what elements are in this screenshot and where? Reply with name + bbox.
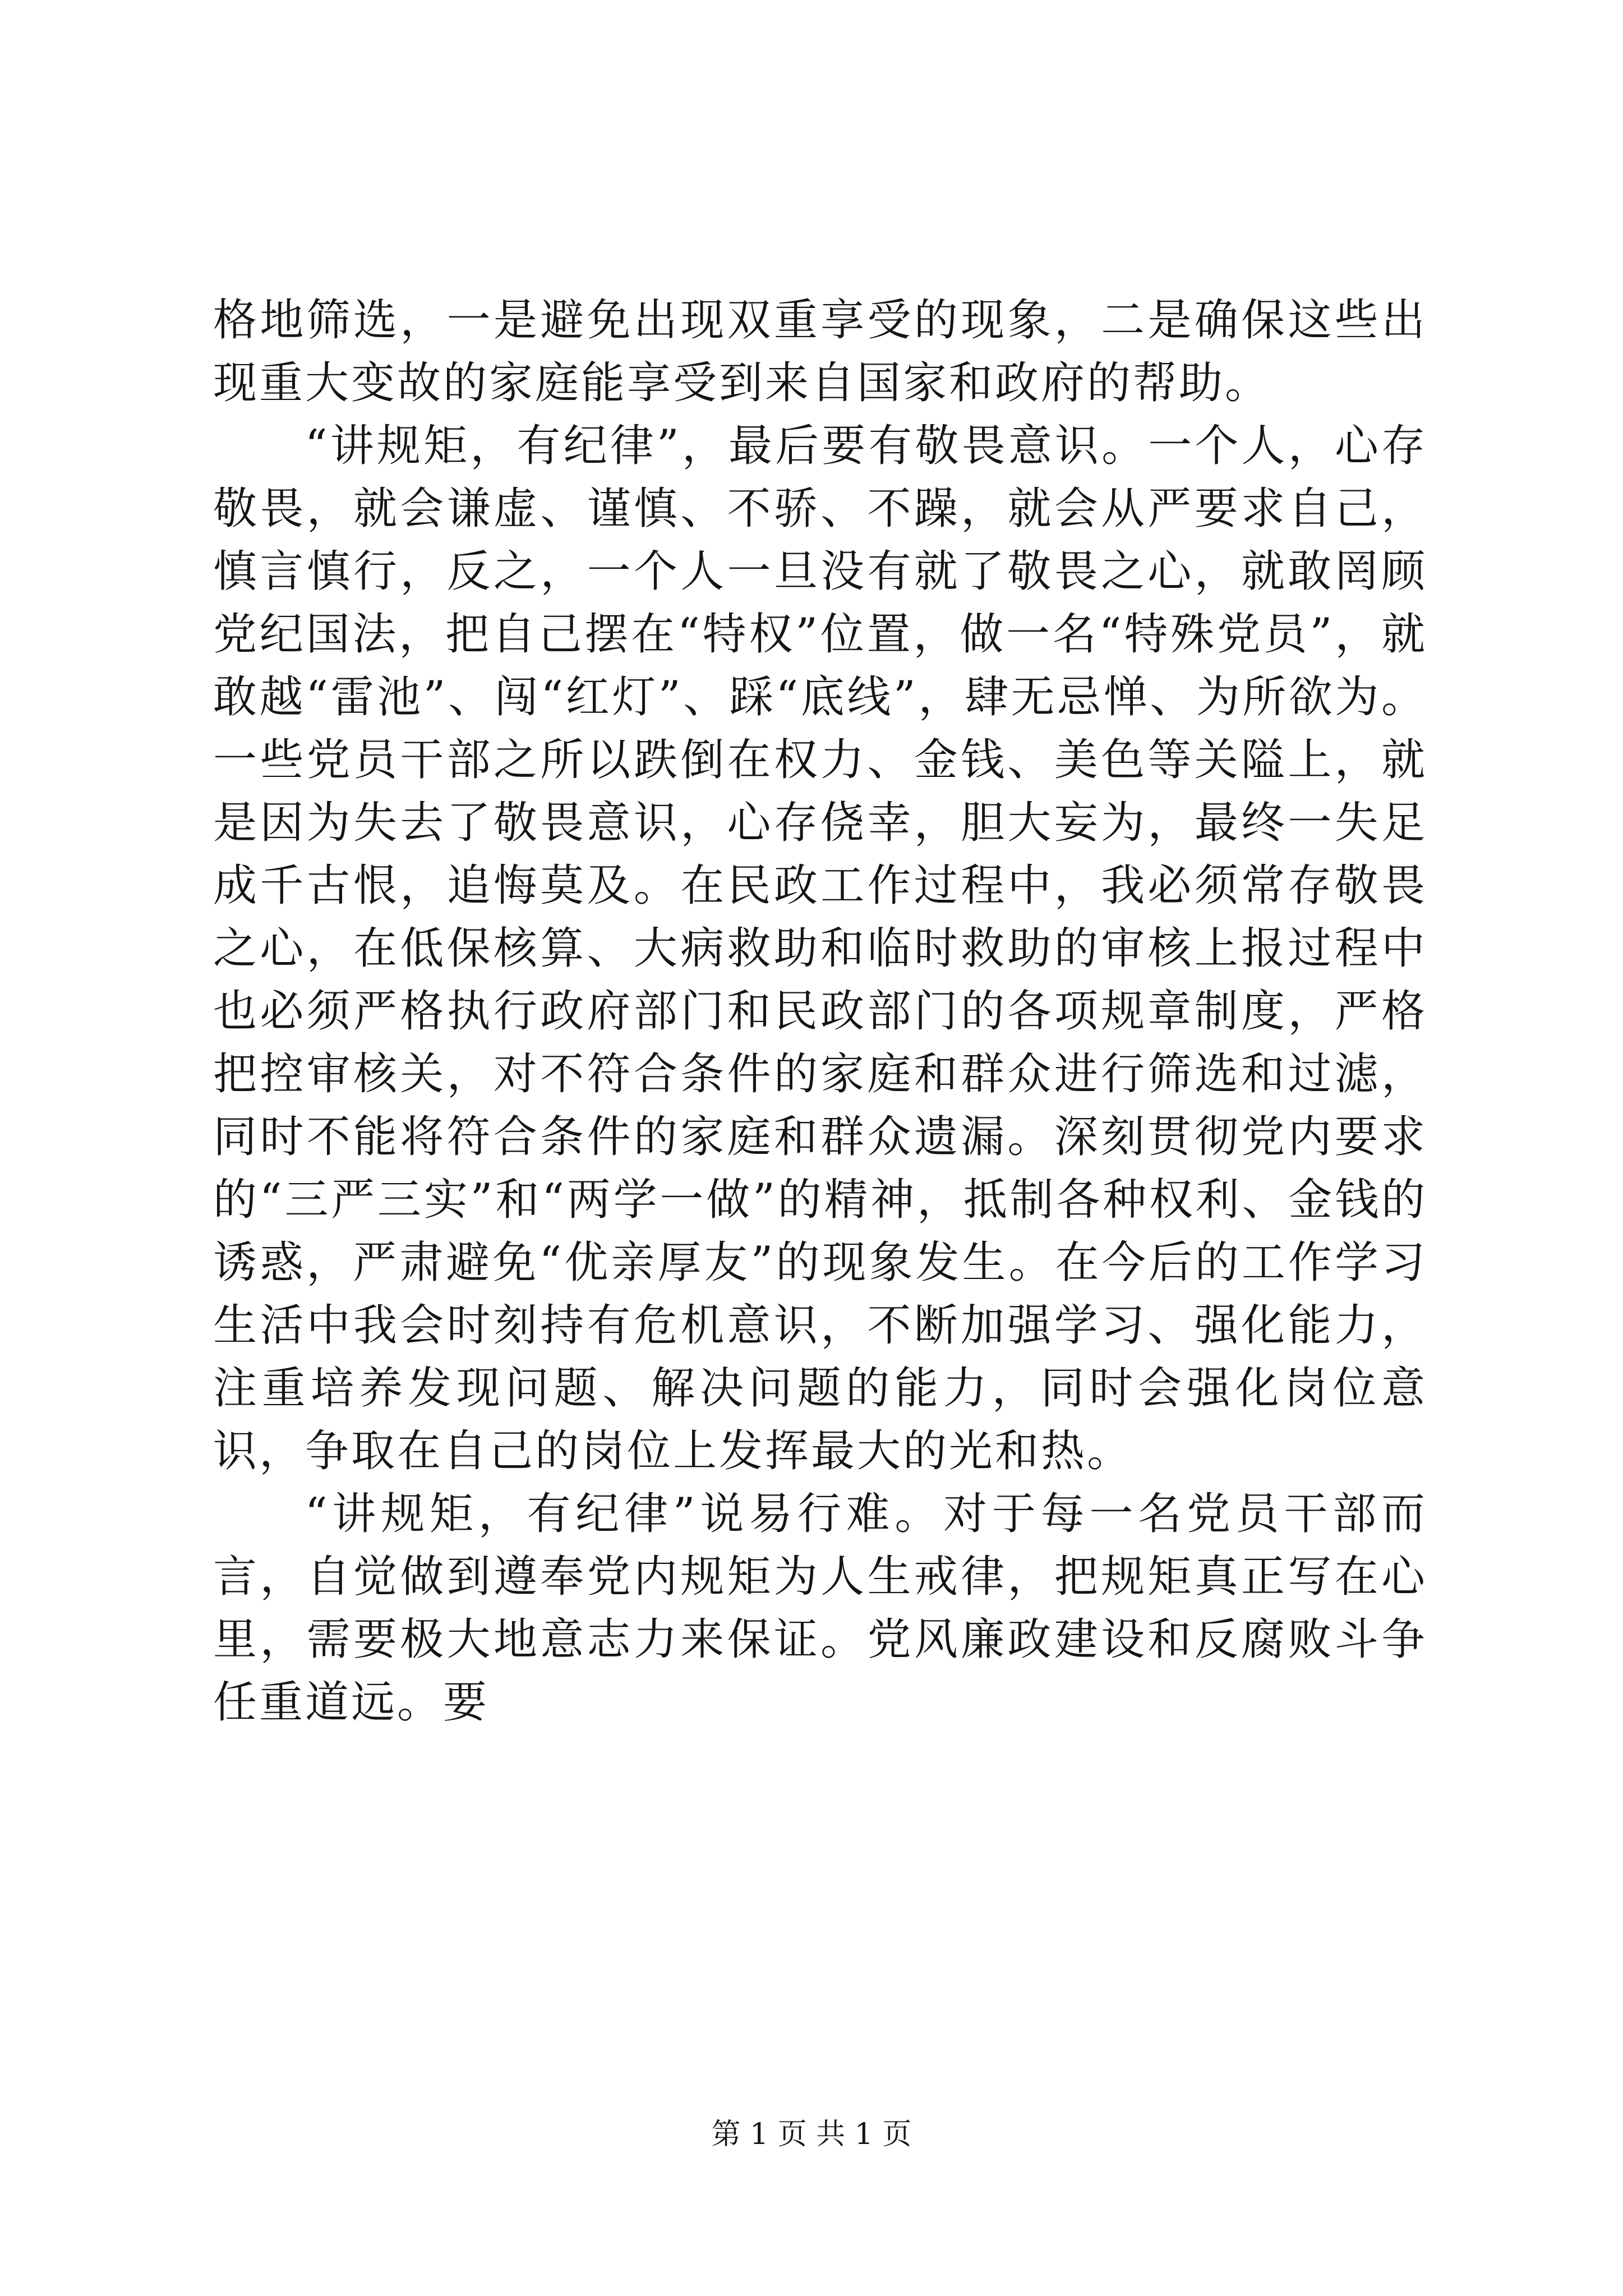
- document-body: [213, 289, 1427, 1734]
- page-footer: 第 1 页 共 1 页: [711, 2118, 912, 2151]
- paragraph-3: “讲规矩，有纪律”说易行难。对于每一名党员干部而言，自觉做到遵奉党内规矩为人生戒律，把规矩真正写在心里，需要极大地意志力来保证。党风廉政建设和反腐败斗争任重道远。要: [213, 1489, 1427, 1728]
- paragraph-1: 格地筛选，一是避免出现双重享受的现象，二是确保这些出现重大变故的家庭能享受到来自国家和政府的帮助。: [213, 295, 1427, 408]
- paragraph-2: “讲规矩，有纪律”，最后要有敬畏意识。一个人，心存敬畏，就会谦虚、谨慎、不骄、不躁，就会从严要求自己，慎言慎行，反之，一个人一旦没有就了敬畏之心，就敢罔顾党纪国法，把自己摆在“特权”位置，做一名“特殊党员”，就敢越“雷池”、闯“红灯”、踩“底线”，肆无忌惮、为所欲为。一些党员干部之所以跌倒在权力、金钱、美色等关隘上，就是因为失去了敬畏意识，心存侥幸，胆大妄为，最终一失足成千古恨，追悔莫及。在民政工作过程中，我必须常存敬畏之心，在低保核算、大病救助和临时救助的审核上报过程中也必须严格执行政府部门和民政部门的各项规章制度，严格把控审核关，对不符合条件的家庭和群众进行筛选和过滤，同时不能将符合条件的家庭和群众遗漏。深刻贯彻党内要求的“三严三实”和“两学一做”的精神，抵制各种权利、金钱的诱惑，严肃避免“优亲厚友”的现象发生。在今后的工作学习生活中我会时刻持有危机意识，不断加强学习、强化能力，注重培养发现问题、解决问题的能力，同时会强化岗位意识，争取在自己的岗位上发挥最大的光和热。: [213, 421, 1427, 1476]
